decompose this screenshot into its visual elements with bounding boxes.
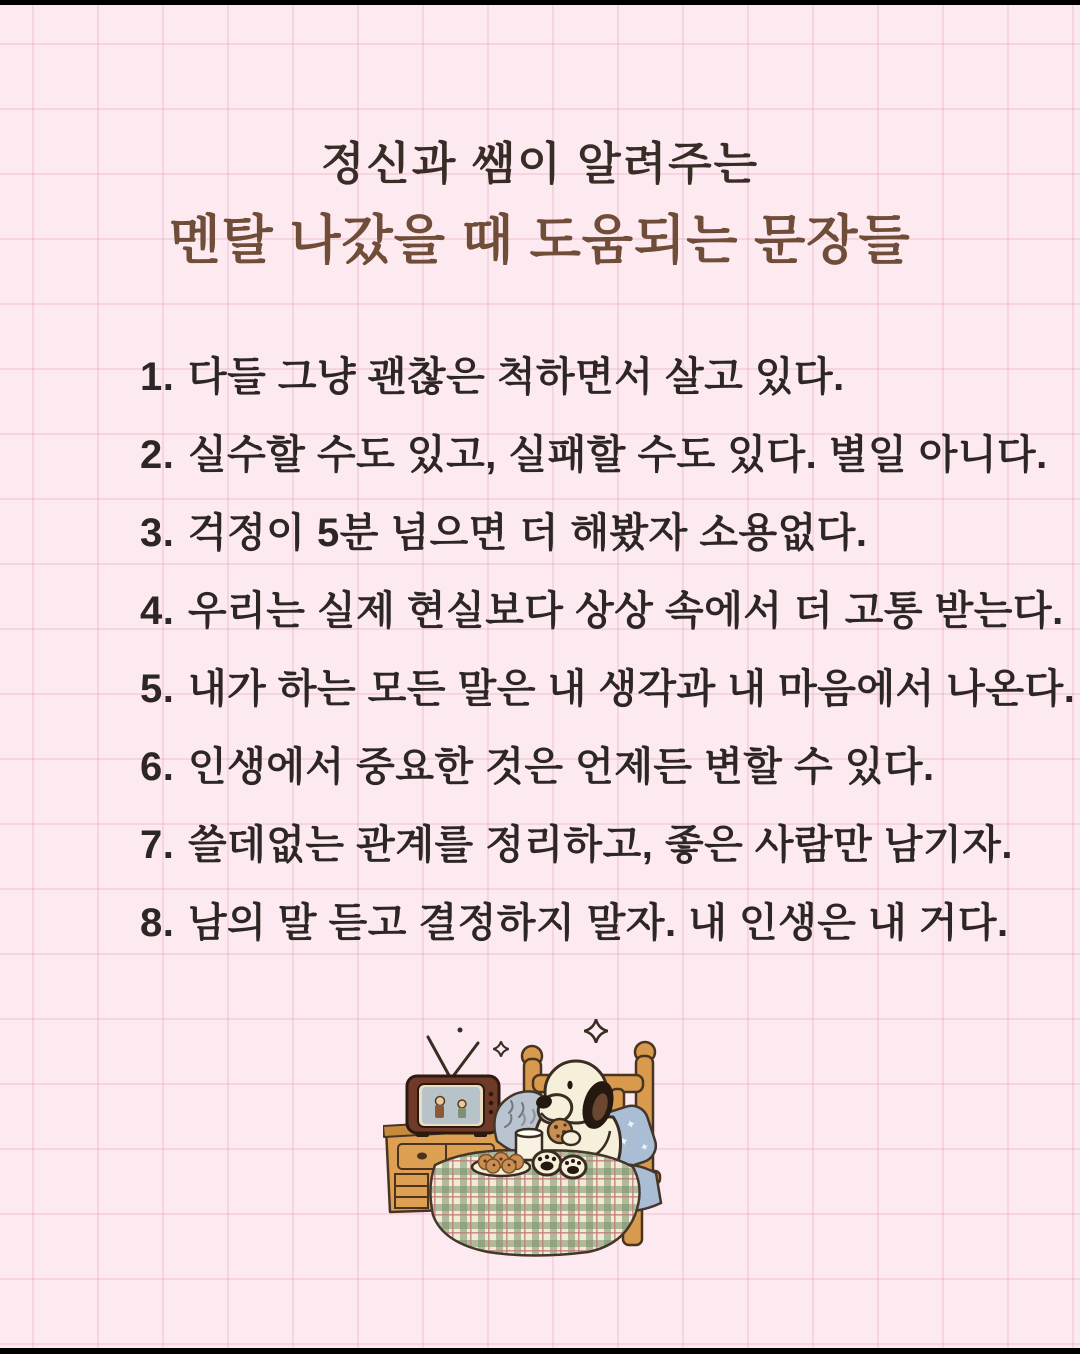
list-item [140, 355, 1020, 399]
title-line-primary: 정신과 쌤이 알려주는 [320, 138, 760, 189]
tv-antenna [428, 1037, 451, 1079]
item-text: 실수할 수도 있고, 실패할 수도 있다. 별일 아니다. [188, 433, 1048, 477]
item-number: 6. [140, 745, 175, 789]
item-text: 걱정이 5분 넘으면 더 해봤자 소용없다. [188, 511, 868, 555]
item-number: 4. [140, 589, 175, 633]
item-number: 8. [140, 901, 175, 945]
list-item [140, 823, 1020, 867]
cookie-plate [472, 1153, 530, 1177]
list-item [140, 901, 1020, 945]
list-item [140, 511, 1020, 555]
tv [407, 1037, 499, 1137]
item-text: 내가 하는 모든 말은 내 생각과 내 마음에서 나온다. [188, 667, 1076, 711]
dog-eye [567, 1081, 572, 1089]
item-text: 쓸데없는 관계를 정리하고, 좋은 사람만 남기자. [188, 823, 1013, 867]
item-text: 남의 말 듣고 결정하지 말자. 내 인생은 내 거다. [188, 901, 1009, 945]
tv-screen [422, 1087, 480, 1124]
item-text: 인생에서 중요한 것은 언제든 변할 수 있다. [188, 745, 935, 789]
item-number: 7. [140, 823, 175, 867]
letterbox-bar-top [0, 0, 1080, 5]
dog-bed-tv-illustration [383, 1019, 665, 1259]
title-block [0, 138, 1080, 270]
item-number: 3. [140, 511, 175, 555]
item-text: 우리는 실제 현실보다 상상 속에서 더 고통 받는다. [188, 589, 1064, 633]
list-item [140, 667, 1076, 711]
item-number: 2. [140, 433, 175, 477]
list-item [140, 589, 1064, 633]
item-number: 5. [140, 667, 175, 711]
illustration-svg [383, 1019, 665, 1259]
item-text: 다들 그냥 괜찮은 척하면서 살고 있다. [188, 355, 845, 399]
title-line-accent: 멘탈 나갔을 때 도움되는 문장들 [169, 210, 911, 270]
poster-background [0, 5, 1080, 1348]
item-number: 1. [140, 355, 175, 399]
letterbox-bar-bottom [0, 1348, 1080, 1354]
list-item [140, 745, 1020, 789]
quote-list [140, 355, 1076, 979]
list-item [140, 433, 1048, 477]
